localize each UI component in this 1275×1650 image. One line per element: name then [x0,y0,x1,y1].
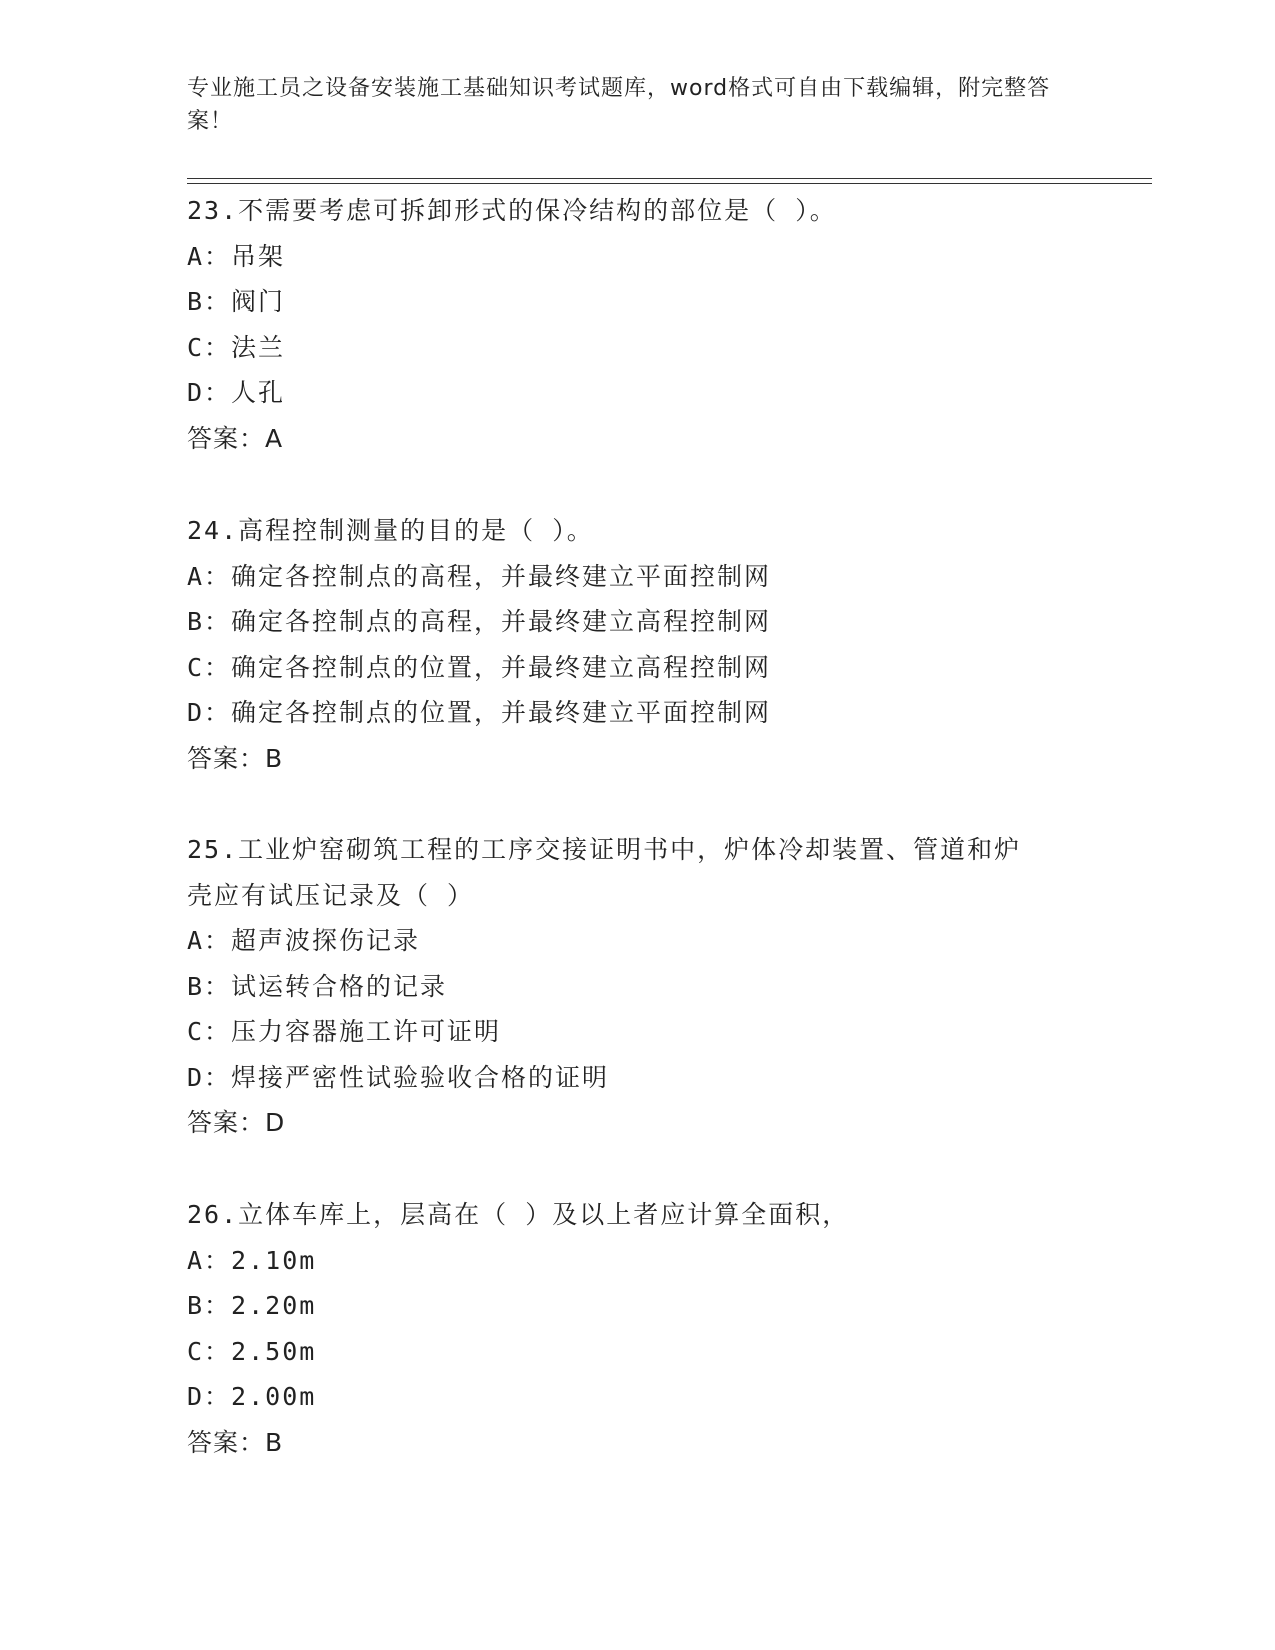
option-a: A：2.10m [187,1245,317,1275]
option-a: A：确定各控制点的高程，并最终建立平面控制网 [187,561,772,591]
header-divider-bottom [187,183,1152,184]
option-d: D：人孔 [187,378,286,407]
option-d: D：焊接严密性试验验收合格的证明 [187,1062,610,1092]
question-stem: 23.不需要考虑可拆卸形式的保冷结构的部位是（ ）。 [187,196,837,225]
answer: 答案：A [187,423,284,453]
answer: 答案：B [187,743,284,773]
option-c: C：确定各控制点的位置，并最终建立高程控制网 [187,652,772,682]
question-26 [187,1192,1087,1465]
question-stem: 24.高程控制测量的目的是（ ）。 [187,516,594,545]
option-c: C：2.50m [187,1336,317,1366]
option-a: A：吊架 [187,241,286,271]
option-b: B：确定各控制点的高程，并最终建立高程控制网 [187,607,772,636]
option-b: B：2.20m [187,1291,317,1320]
document-header [187,72,1067,138]
option-d: D：2.00m [187,1382,317,1411]
question-stem-line-1: 25.工业炉窑砌筑工程的工序交接证明书中，炉体冷却装置、管道和炉 [187,835,1022,864]
answer: 答案：D [187,1108,286,1137]
option-a: A：超声波探伤记录 [187,926,421,955]
option-b: B：试运转合格的记录 [187,971,448,1001]
question-23 [187,188,1087,461]
option-b: B：阀门 [187,287,286,316]
question-24 [187,508,1087,781]
option-c: C：法兰 [187,332,286,362]
question-stem-line-2: 壳应有试压记录及（ ） [187,880,475,910]
answer: 答案：B [187,1427,284,1457]
header-title: 专业施工员之设备安装施工基础知识考试题库，word格式可自由下载编辑，附完整答案！ [187,76,1051,134]
question-stem: 26.立体车库上，层高在（ ）及以上者应计算全面积， [187,1200,850,1229]
question-25 [187,827,1087,1146]
header-divider-top [187,178,1152,179]
option-c: C：压力容器施工许可证明 [187,1017,502,1046]
option-d: D：确定各控制点的位置，并最终建立平面控制网 [187,698,772,727]
